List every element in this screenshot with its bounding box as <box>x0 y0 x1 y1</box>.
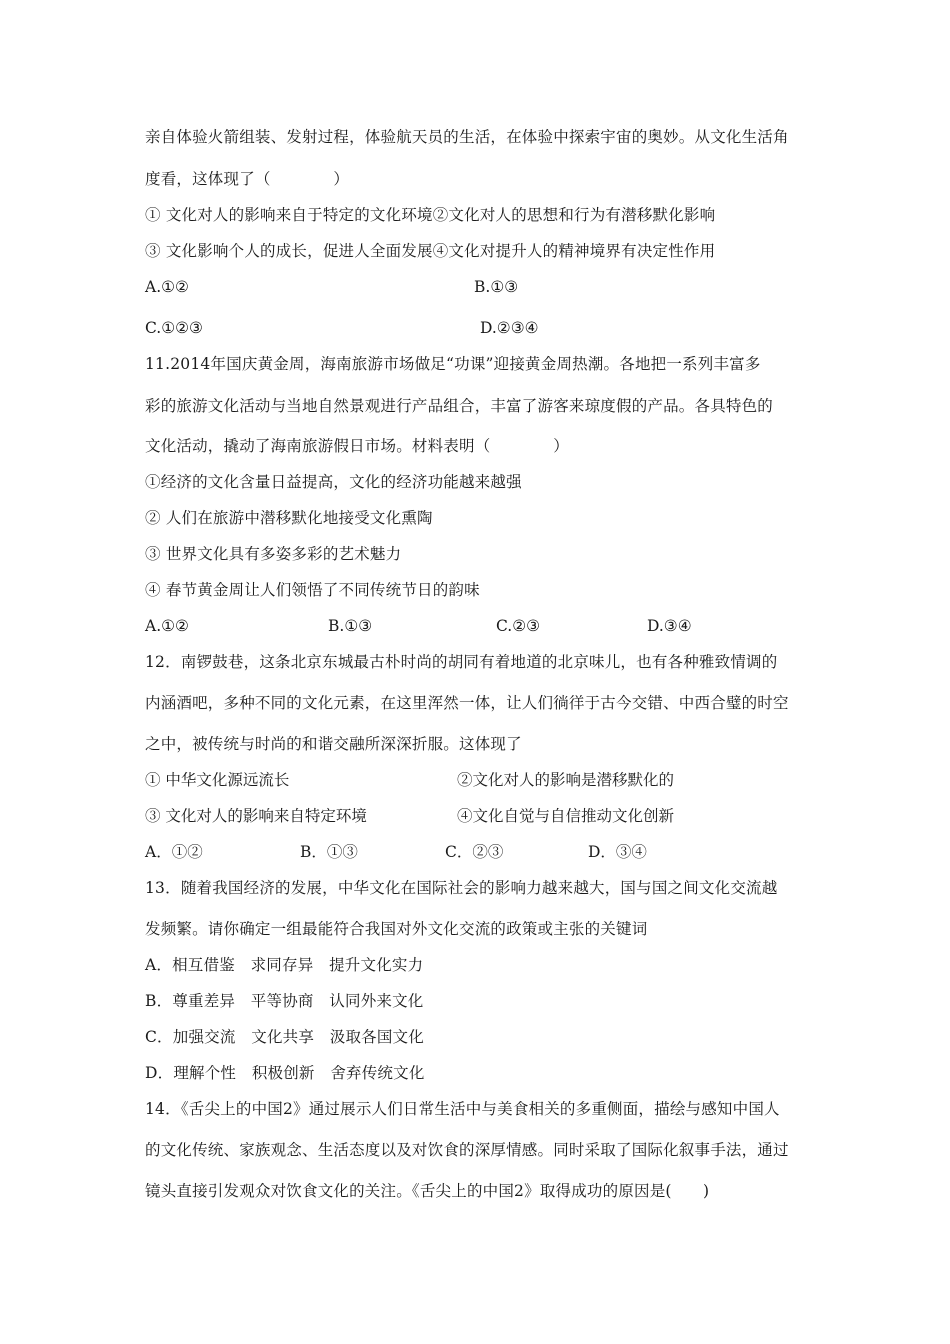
q13-stem-line-2: 发频繁。请你确定一组最能符合我国对外文化交流的政策或主张的关键词 <box>145 920 648 938</box>
q11-option-a: A.①② <box>145 617 189 635</box>
q11-item-2: ② 人们在旅游中潜移默化地接受文化熏陶 <box>145 509 433 527</box>
q12-option-c: C．②③ <box>445 843 504 861</box>
q10-stem-line-2: 度看，这体现了（ ） <box>145 170 350 188</box>
q11-option-b: B.①③ <box>328 617 373 635</box>
q14-stem-line-3: 镜头直接引发观众对饮食文化的关注。《舌尖上的中国2》取得成功的原因是( ) <box>145 1182 710 1200</box>
q12-item-4: ④文化自觉与自信推动文化创新 <box>457 807 675 825</box>
q12-option-b: B．①③ <box>300 843 358 861</box>
q11-stem-line-2: 彩的旅游文化活动与当地自然景观进行产品组合，丰富了游客来琼度假的产品。各具特色的 <box>145 397 774 415</box>
q11-option-c: C.②③ <box>496 617 541 635</box>
q12-stem-line-1: 12．南锣鼓巷，这条北京东城最古朴时尚的胡同有着地道的北京味儿，也有各种雅致情调的 <box>145 653 778 671</box>
q13-option-c: C．加强交流 文化共享 汲取各国文化 <box>145 1028 424 1046</box>
q10-option-a: A.①② <box>145 278 189 296</box>
q12-item-1: ① 中华文化源远流长 <box>145 771 290 789</box>
q10-item-2: ③ 文化影响个人的成长，促进人全面发展④文化对提升人的精神境界有决定性作用 <box>145 242 716 260</box>
q13-option-a: A．相互借鉴 求同存异 提升文化实力 <box>145 956 424 974</box>
q14-stem-line-1: 14．《舌尖上的中国2》通过展示人们日常生活中与美食相关的多重侧面，描绘与感知中国人 <box>145 1100 780 1118</box>
q13-stem-line-1: 13．随着我国经济的发展，中华文化在国际社会的影响力越来越大，国与国之间文化交流越 <box>145 879 778 897</box>
q12-item-3: ③ 文化对人的影响来自特定环境 <box>145 807 367 825</box>
q12-option-d: D．③④ <box>588 843 647 861</box>
q10-stem-line-1: 亲自体验火箭组装、发射过程，体验航天员的生活，在体验中探索宇宙的奥妙。从文化生活角 <box>145 128 789 146</box>
q10-option-d: D.②③④ <box>480 319 539 337</box>
q13-option-d: D．理解个性 积极创新 舍弃传统文化 <box>145 1064 425 1082</box>
q10-option-b: B.①③ <box>474 278 519 296</box>
q13-option-b: B．尊重差异 平等协商 认同外来文化 <box>145 992 424 1010</box>
q11-item-4: ④ 春节黄金周让人们领悟了不同传统节日的韵味 <box>145 581 480 599</box>
q12-option-a: A．①② <box>145 843 203 861</box>
q10-item-1: ① 文化对人的影响来自于特定的文化环境②文化对人的思想和行为有潜移默化影响 <box>145 206 716 224</box>
q11-option-d: D.③④ <box>647 617 692 635</box>
q12-item-2: ②文化对人的影响是潜移默化的 <box>457 771 675 789</box>
q14-stem-line-2: 的文化传统、家族观念、生活态度以及对饮食的深厚情感。同时采取了国际化叙事手法，通过 <box>145 1141 789 1159</box>
q10-option-c: C.①②③ <box>145 319 203 337</box>
q11-item-1: ①经济的文化含量日益提高，文化的经济功能越来越强 <box>145 473 522 491</box>
q12-stem-line-2: 内涵酒吧，多种不同的文化元素，在这里浑然一体，让人们徜徉于古今交错、中西合璧的时空 <box>145 694 789 712</box>
q11-item-3: ③ 世界文化具有多姿多彩的艺术魅力 <box>145 545 402 563</box>
q11-stem-line-3: 文化活动，撬动了海南旅游假日市场。材料表明（ ） <box>145 437 569 455</box>
q12-stem-line-3: 之中，被传统与时尚的和谐交融所深深折服。这体现了 <box>145 735 522 753</box>
q11-stem-line-1: 11.2014年国庆黄金周，海南旅游市场做足“功课”迎接黄金周热潮。各地把一系列丰富多 <box>145 355 761 373</box>
